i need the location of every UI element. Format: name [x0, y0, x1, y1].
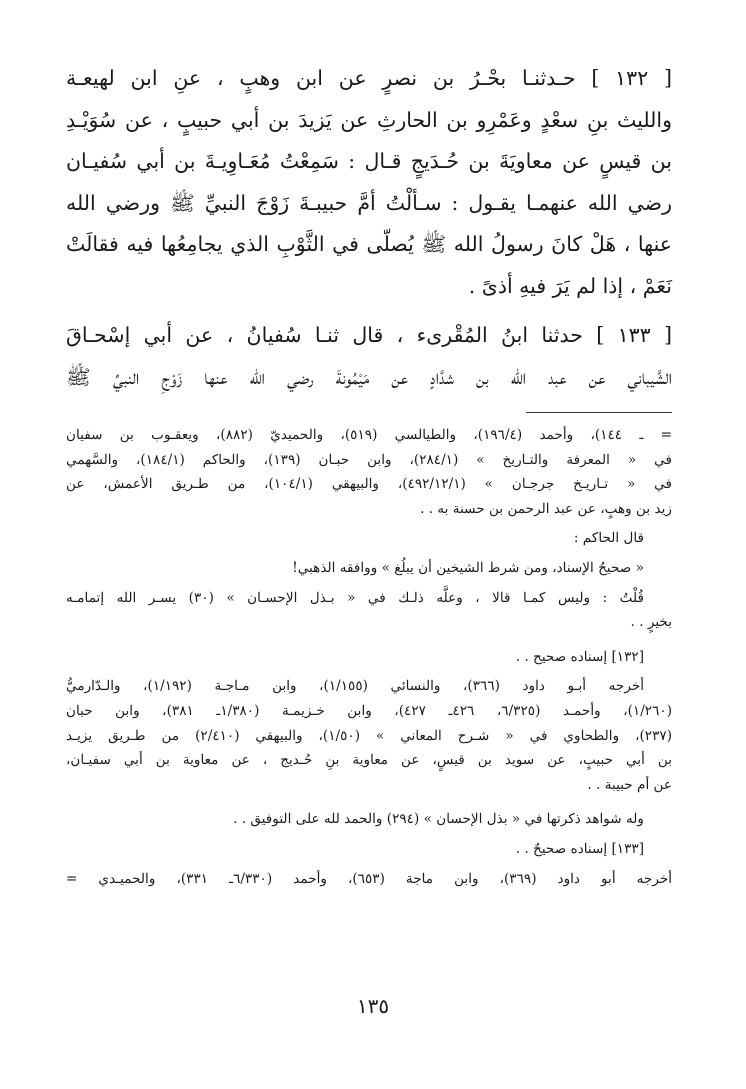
- footnote-line: = ـ ١٤٤)، وأحمد (١٩٦/٤)، والطيالسي (٥١٩)، والحميديّ (٨٨٢)، ويعقـوب بن سفيان: [66, 427, 672, 443]
- footnote-line: في « المعرفة والتـاريخ » (٢٨٤/١)، وابن حبـان (١٣٩)، والحاكم (١٨٤/١)، والسَّهمي: [66, 451, 673, 468]
- hadith-132-line-6: نَعَمْ ، إذا لم يَرَ فيهِ أذىً .: [468, 273, 672, 298]
- footnote-line: (٢٣٧)، والطحاوي في « شـرح المعاني » (١/٥٠)، والبيهقي (٢/٤١٠) من طـريق يزيـد: [66, 727, 673, 744]
- hadith-132-line-5: عنها ، هَلْ كانَ رسولُ الله ﷺ يُصلّى في الثَّوْبِ الذي يجامِعُها فيه فقالَتْ: [66, 232, 672, 256]
- footnote-line: في « تـاريـخ جرجـان » (٤٩٢/١٢/١)، والبيهقي (١٠٤/١)، من طـريق الأعمش، عن: [66, 476, 672, 493]
- footnote-line: وله شواهد ذكرتها في « بذل الإحسان » (٢٩٤) والحمد لله على التوفيق . .: [233, 811, 644, 828]
- hadith-133-line-1: [ ١٣٣ ] حدثنا ابنُ المُقْرىء ، قال ثنـا سُفيانُ ، عن أبي إسْحـاقَ: [66, 323, 672, 347]
- paragraph-gap: [66, 307, 672, 315]
- main-text: [66, 58, 672, 398]
- footnote-heading-132: [١٣٢] إسناده صحيح . .: [515, 648, 644, 665]
- footnote-line: (١/٢٦٠)، وأحمـد (٦/٣٢٥، ٤٢٦ـ ٤٢٧)، وابن خـزيمـة (١/٣٨٠ـ ٣٨١)، وابن حبان: [66, 702, 673, 719]
- hadith-132-line-3: بن قيسٍ عن معاويَةَ بن حُـدَيجٍ قـال : سَمِعْتُ مُعَـاوِيـةَ بن أبي سُفيـان: [66, 149, 672, 173]
- footnote-line: أخرجه أبـو داود (٣٦٦)، والنسائي (١/١٥٥)، وابن مـاجـة (١/١٩٢)، والـدّارميُّ: [66, 678, 645, 695]
- footnote-line: زيد بن وهبٍ، عن عبد الرحمن بن حسنة به . .: [420, 500, 672, 517]
- hadith-132-line-4: رضي الله عنهمـا يقـول : سـألْتُ أمَّ حبيبـةَ زَوْجَ النبيِّ ﷺ ورضي الله: [66, 190, 672, 215]
- footnote-line: قُلْتُ : وليس كمـا قالا ، وعلَّه ذلـك في « بـذل الإحسـان » (٣٠) يسـر الله إتمامـه: [66, 589, 644, 606]
- footnote-line: أخرجه أبو داود (٣٦٩)، وابن ماجة (٦٥٣)، وأحمد (٦/٣٣٠ـ ٣٣١)، والحميـدي =: [66, 870, 673, 887]
- hadith-132-line-2: والليث بنِ سعْدٍ وعَمْرِو بن الحارثِ عن يَزيدَ بن أبي حبيبٍ ، عن سُوَيْـدِ: [66, 107, 672, 132]
- footnote-line: قال الحاكم :: [573, 530, 644, 547]
- footnote-quote: « صحيحُ الإسناد، ومن شرط الشيخين أن يبلُغ » ووافقه الذهبي!: [292, 559, 644, 576]
- hadith-132-line-1: [ ١٣٢ ] حـدثنـا بحْـرُ بن نصرٍ عن ابن وهبٍ ، عنِ ابن لهيعـة: [66, 66, 672, 90]
- footnote-line: بن أبي حبيبٍ، عن سويد بن قيسٍ، عن معاوية بنِ حُـديج ، عن معاوية بن أبي سفيـان،: [66, 752, 672, 769]
- footnote-heading-133: [١٣٣] إسناده صحيحٌ . .: [515, 840, 644, 857]
- footnote-line: عن أم حبيبة . .: [587, 776, 672, 793]
- page-number: ١٣٥: [356, 994, 390, 1018]
- footnote-line: بخيرٍ . .: [630, 614, 672, 631]
- footnote-separator: [526, 412, 672, 413]
- hadith-133-line-2: الشَّيباني عن عبد الله بن شدَّادٍ عن مَيْمُونةَ رضي الله عنها زَوْجِ النبيِّ ﷺ: [66, 364, 672, 389]
- footnotes: [66, 423, 672, 891]
